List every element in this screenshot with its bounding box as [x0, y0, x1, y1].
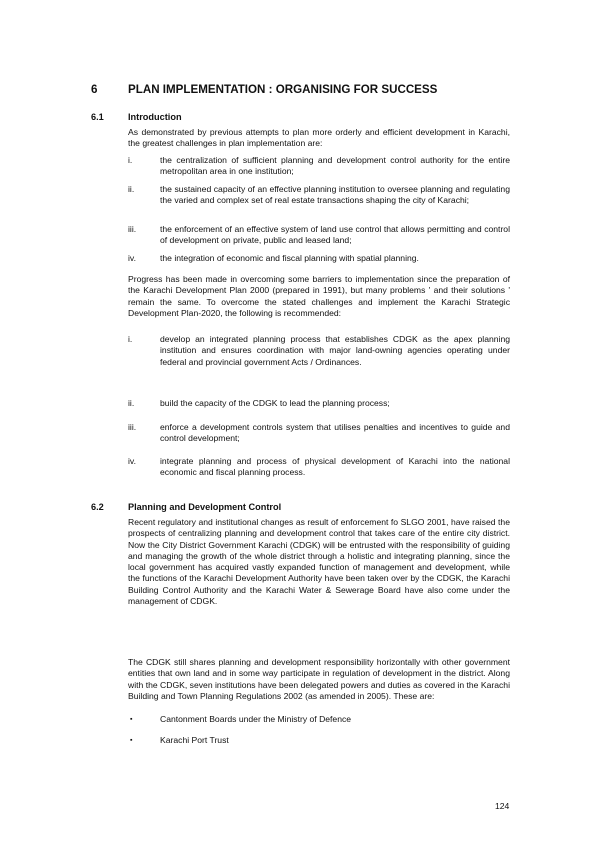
list-marker: i.: [128, 155, 133, 165]
list-text: enforce a development controls system that utilises penalties and incentives to guide and control development;: [160, 422, 510, 444]
section-number: 6.1: [91, 112, 104, 122]
planning-paragraph-2: The CDGK still shares planning and development responsibility horizontally with other government entities that own land and in some way participate in regulation of development in the district. Along with the CDGK, seven institutions have been delegated powers and duties as covered in the Karachi Building and Town Planning Regulations 2002 (as amended in 2005). These are:: [128, 657, 510, 701]
list-text: develop an integrated planning process that establishes CDGK as the apex planning institution and ensures coordination with major land-owning agencies operating under federal and provincial government Acts / Ordinances.: [160, 334, 510, 367]
section-title: Planning and Development Control: [128, 502, 282, 512]
bullet-marker: ▪: [130, 716, 133, 723]
list-marker: ii.: [128, 184, 135, 194]
list-marker: iii.: [128, 422, 137, 432]
list-marker: iv.: [128, 456, 136, 466]
bullet-text: Cantonment Boards under the Ministry of Defence: [160, 714, 352, 724]
list-marker: iv.: [128, 253, 136, 263]
page-number: 124: [495, 801, 510, 811]
list-text: the sustained capacity of an effective planning institution to oversee planning and regulating the varied and complex set of real estate transactions shaping the city of Karachi;: [160, 184, 510, 206]
list-marker: i.: [128, 334, 133, 344]
progress-paragraph: Progress has been made in overcoming some barriers to implementation since the preparation of the Karachi Development Plan 2000 (prepared in 1991), but many problems ' and their solutions ' remain the same. To overcome the stated challenges and implement the Karachi Strategic Development Plan-2020, the following is recommended:: [128, 274, 510, 318]
intro-paragraph: As demonstrated by previous attempts to plan more orderly and efficient development in Karachi, the greatest challenges in plan implementation are:: [128, 127, 510, 149]
list-marker: iii.: [128, 224, 137, 234]
list-text: the centralization of sufficient planning and development control authority for the entire metropolitan area in one institution;: [160, 155, 510, 177]
section-title: Introduction: [128, 112, 182, 122]
list-text: the integration of economic and fiscal planning with spatial planning.: [160, 253, 419, 263]
list-text: integrate planning and process of physical development of Karachi into the national economic and fiscal planning process.: [160, 456, 510, 478]
list-marker: ii.: [128, 398, 135, 408]
chapter-number: 6: [91, 83, 98, 96]
chapter-title: PLAN IMPLEMENTATION : ORGANISING FOR SUCCESS: [128, 83, 438, 96]
section-number: 6.2: [91, 502, 104, 512]
list-text: build the capacity of the CDGK to lead the planning process;: [160, 398, 390, 408]
bullet-text: Karachi Port Trust: [160, 735, 229, 745]
list-text: the enforcement of an effective system of land use control that allows permitting and control of development on private, public and leased land;: [160, 224, 510, 246]
bullet-marker: ▪: [130, 737, 133, 744]
planning-paragraph-1: Recent regulatory and institutional changes as result of enforcement fo SLGO 2001, have raised the prospects of centralizing planning and development control that takes care of the entire city district. Now the City District Government Karachi (CDGK) will be entrusted with the responsibility of guiding and managing the growth of the whole district through a holistic and integrating planning, since the local government has acquired vastly expanded function of management and development, while the functions of the Karachi Development Authority have been taken over by the CDGK, the Karachi Building Control Authority and the Karachi Water & Sewerage Board have also come under the management of CDGK.: [128, 517, 510, 607]
